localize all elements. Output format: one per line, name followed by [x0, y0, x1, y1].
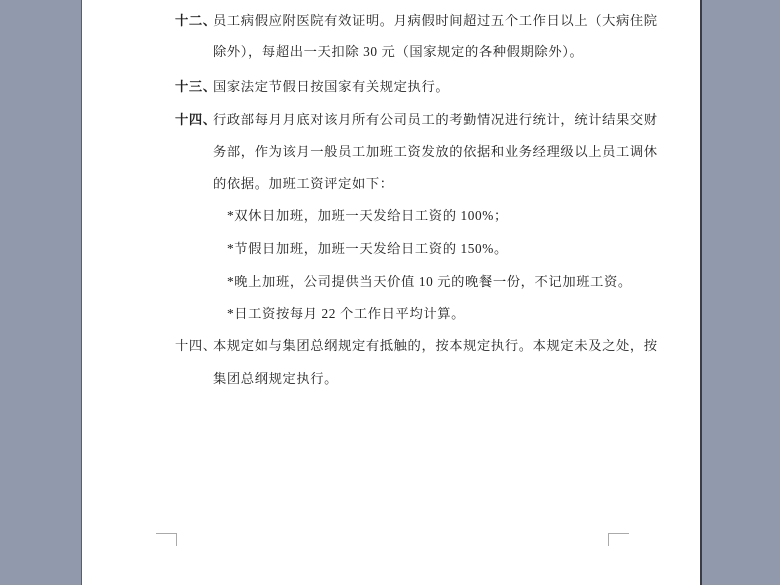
- bullet-item: *节假日加班，加班一天发给日工资的 150%。: [227, 241, 508, 256]
- clause-14-line-3: 的依据。加班工资评定如下：: [213, 176, 394, 191]
- clause-14-label: 十四、: [175, 112, 217, 127]
- clause-final-line-1: 本规定如与集团总纲规定有抵触的，按本规定执行。本规定未及之处，按: [213, 338, 658, 353]
- clause-12-line-1: 员工病假应附医院有效证明。月病假时间超过五个工作日以上（大病住院: [213, 13, 658, 28]
- bullet-item: *日工资按每月 22 个工作日平均计算。: [227, 306, 466, 321]
- clause-14-line-2: 务部，作为该月一般员工加班工资发放的依据和业务经理级以上员工调休: [213, 144, 658, 159]
- bullet-item: *晚上加班，公司提供当天价值 10 元的晚餐一份，不记加班工资。: [227, 274, 632, 289]
- clause-13-line-1: 国家法定节假日按国家有关规定执行。: [213, 79, 450, 94]
- clause-final-line-2: 集团总纲规定执行。: [213, 371, 339, 386]
- clause-14-line-1: 行政部每月月底对该月所有公司员工的考勤情况进行统计，统计结果交财: [213, 112, 658, 127]
- bullet-item: *双休日加班，加班一天发给日工资的 100%；: [227, 208, 508, 223]
- crop-mark-right: [608, 533, 629, 546]
- crop-mark-left: [156, 533, 177, 546]
- clause-12-label: 十二、: [175, 13, 217, 28]
- clause-13-label: 十三、: [175, 79, 217, 94]
- clause-12-line-2: 除外），每超出一天扣除 30 元（国家规定的各种假期除外）。: [213, 44, 584, 59]
- document-page: [81, 0, 702, 585]
- clause-final-label: 十四、: [175, 338, 217, 353]
